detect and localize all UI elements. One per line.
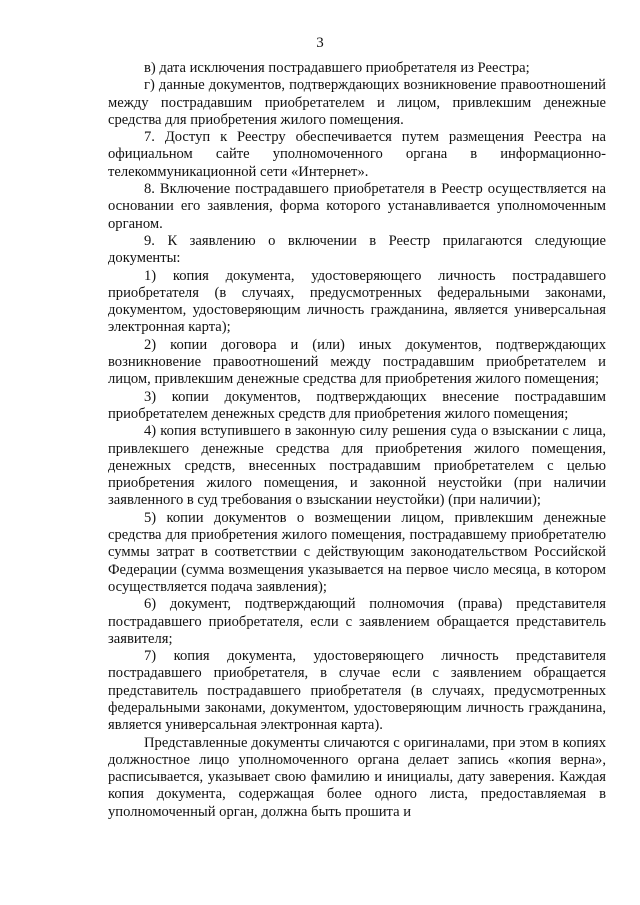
paragraph-8: 8. Включение пострадавшего приобретателя в Реестр осуществляется на основании его заявления, форма которого устанавливается уполномоченным органом.: [108, 181, 606, 232]
paragraph-7: 7. Доступ к Реестру обеспечивается путем размещения Реестра на официальном сайте уполномоченного органа в информационно-телекоммуникационной сети «Интернет».: [108, 129, 606, 180]
closing-paragraph: Представленные документы сличаются с оригиналами, при этом в копиях должностное лицо уполномоченного органа делает запись «копия верна», расписывается, указывает свою фамилию и инициалы, дату заверения. Каждая копия документа, содержащая более одного листа, предоставляемая в уполномоченный орган, должна быть прошита и: [108, 734, 606, 820]
paragraph-item-v: в) дата исключения пострадавшего приобретателя из Реестра;: [144, 60, 530, 76]
list-item-3: 3) копии документов, подтверждающих внесение пострадавшим приобретателем денежных средств для приобретения жилого помещения;: [108, 388, 606, 422]
list-item-2: 2) копии договора и (или) иных документов, подтверждающих возникновение правоотношений между пострадавшим приобретателем и лицом, привлекшим денежные средства для приобретения жилого помещения;: [108, 336, 606, 388]
page-number: 3: [316, 35, 324, 51]
list-item-4: 4) копия вступившего в законную силу решения суда о взыскании с лица, привлекшего денежные средства для приобретения жилого помещения, денежных средств, внесенных пострадавшим приобретателем с целью приобретения жилого помещения, и законной неустойки (при наличии заявленного в суд требования о взыскании неустойки) (при наличии);: [108, 423, 606, 509]
list-item-6: 6) документ, подтверждающий полномочия (права) представителя пострадавшего приобретателя, если с заявлением обращается представитель заявителя;: [108, 596, 606, 647]
list-item-5: 5) копии документов о возмещении лицом, привлекшим денежные средства для приобретения жилого помещения, пострадавшему приобретателю суммы затрат в соответствии с действующим законодательством Российской Федерации (сумма возмещения указывается на первое число месяца, в котором осуществляется подача заявления);: [108, 509, 606, 595]
list-item-7: 7) копия документа, удостоверяющего личность представителя пострадавшего приобретателя, в случае если с заявлением обращается представитель пострадавшего приобретателя (в случаях, предусмотренных федеральными законами, документом, удостоверяющим личность гражданина, является универсальная электронная карта).: [108, 648, 606, 734]
paragraph-9: 9. К заявлению о включении в Реестр прилагаются следующие документы:: [108, 232, 606, 267]
list-item-1: 1) копия документа, удостоверяющего личность пострадавшего приобретателя (в случаях, предусмотренных федеральными законами, документом, удостоверяющим личность гражданина, является универсальная электронная карта);: [108, 267, 606, 336]
paragraph-item-g: г) данные документов, подтверждающих возникновение правоотношений между пострадавшим приобретателем и лицом, привлекшим денежные средства для приобретения жилого помещения.: [108, 77, 606, 128]
document-body: [108, 60, 606, 821]
